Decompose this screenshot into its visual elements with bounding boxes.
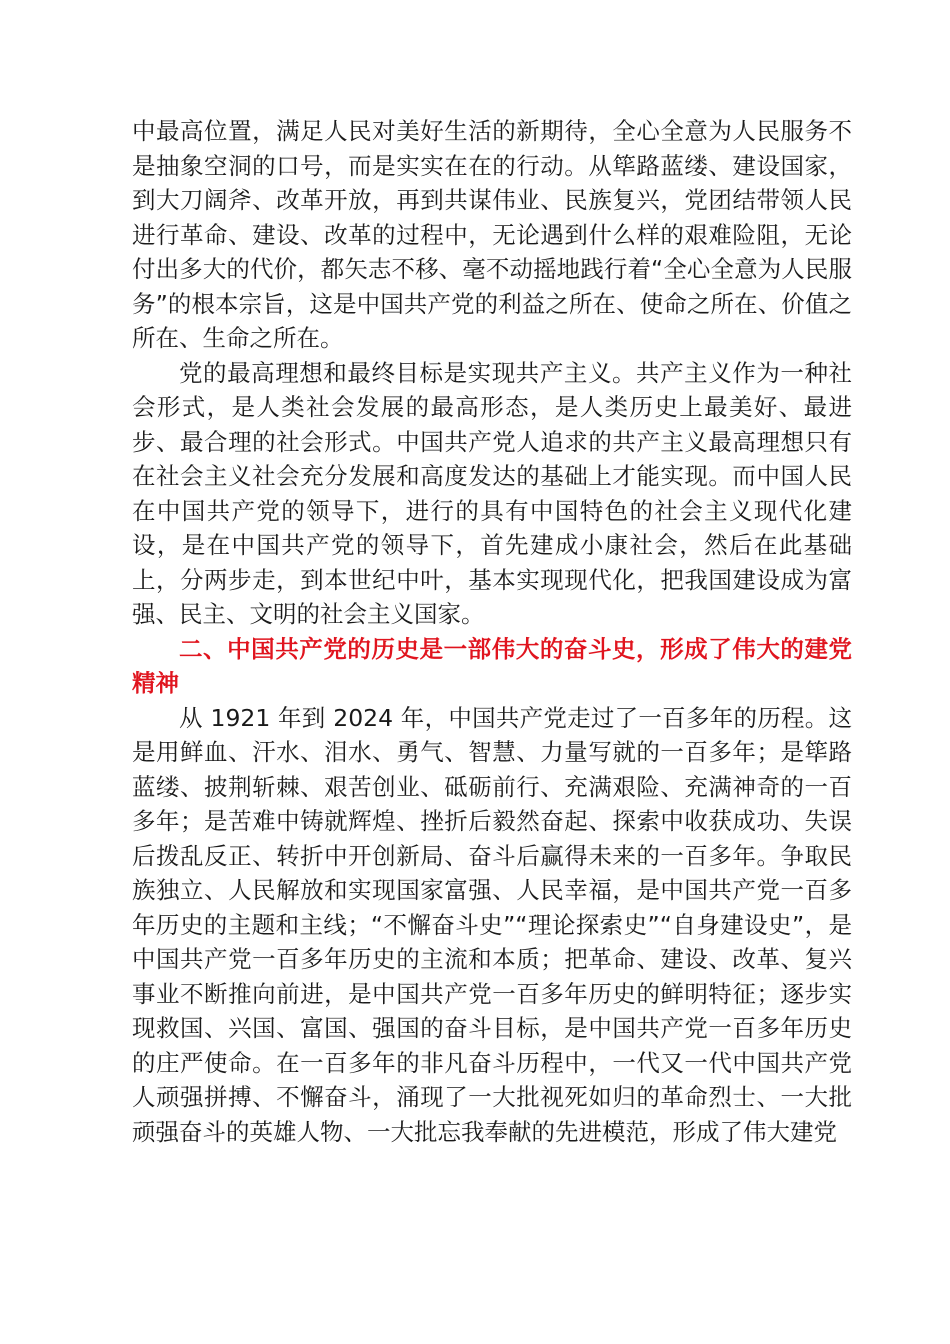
paragraph-continuation: 中最高位置，满足人民对美好生活的新期待，全心全意为人民服务不是抽象空洞的口号，而是实实在在的行动。从筚路蓝缕、建设国家，到大刀阔斧、改革开放，再到共谋伟业、民族复兴，党团结带领人民进行革命、建设、改革的过程中，无论遇到什么样的艰难险阻，无论付出多大的代价，都矢志不移、毫不动摇地践行着“全心全意为人民服务”的根本宗旨，这是中国共产党的利益之所在、使命之所在、价值之所在、生命之所在。	[132, 117, 852, 352]
paragraph-party-history: 从 1921 年到 2024 年，中国共产党走过了一百多年的历程。这是用鲜血、汗水、泪水、勇气、智慧、力量写就的一百多年；是筚路蓝缕、披荆斩棘、艰苦创业、砥砺前行、充满艰险、充满神奇的一百多年；是苦难中铸就辉煌、挫折后毅然奋起、探索中收获成功、失误后拨乱反正、转折中开创新局、奋斗后赢得未来的一百多年。争取民族独立、人民解放和实现国家富强、人民幸福，是中国共产党一百多年历史的主题和主线；“不懈奋斗史”“理论探索史”“自身建设史”，是中国共产党一百多年历史的主流和本质；把革命、建设、改革、复兴事业不断推向前进，是中国共产党一百多年历史的鲜明特征；逐步实现救国、兴国、富国、强国的奋斗目标，是中国共产党一百多年历史的庄严使命。在一百多年的非凡奋斗历程中，一代又一代中国共产党人顽强拼搏、不懈奋斗，涌现了一大批视死如归的革命烈士、一大批顽强奋斗的英雄人物、一大批忘我奉献的先进模范，形成了伟大建党	[132, 703, 852, 1146]
document-body	[132, 114, 852, 1149]
paragraph-communism-ideal: 党的最高理想和最终目标是实现共产主义。共产主义作为一种社会形式，是人类社会发展的最高形态，是人类历史上最美好、最进步、最合理的社会形式。中国共产党人追求的共产主义最高理想只有在社会主义社会充分发展和高度发达的基础上才能实现。而中国人民在中国共产党的领导下，进行的具有中国特色的社会主义现代化建设，是在中国共产党的领导下，首先建成小康社会，然后在此基础上，分两步走，到本世纪中叶，基本实现现代化，把我国建设成为富强、民主、文明的社会主义国家。	[132, 358, 852, 628]
section-heading: 二、中国共产党的历史是一部伟大的奋斗史，形成了伟大的建党精神	[132, 634, 852, 697]
